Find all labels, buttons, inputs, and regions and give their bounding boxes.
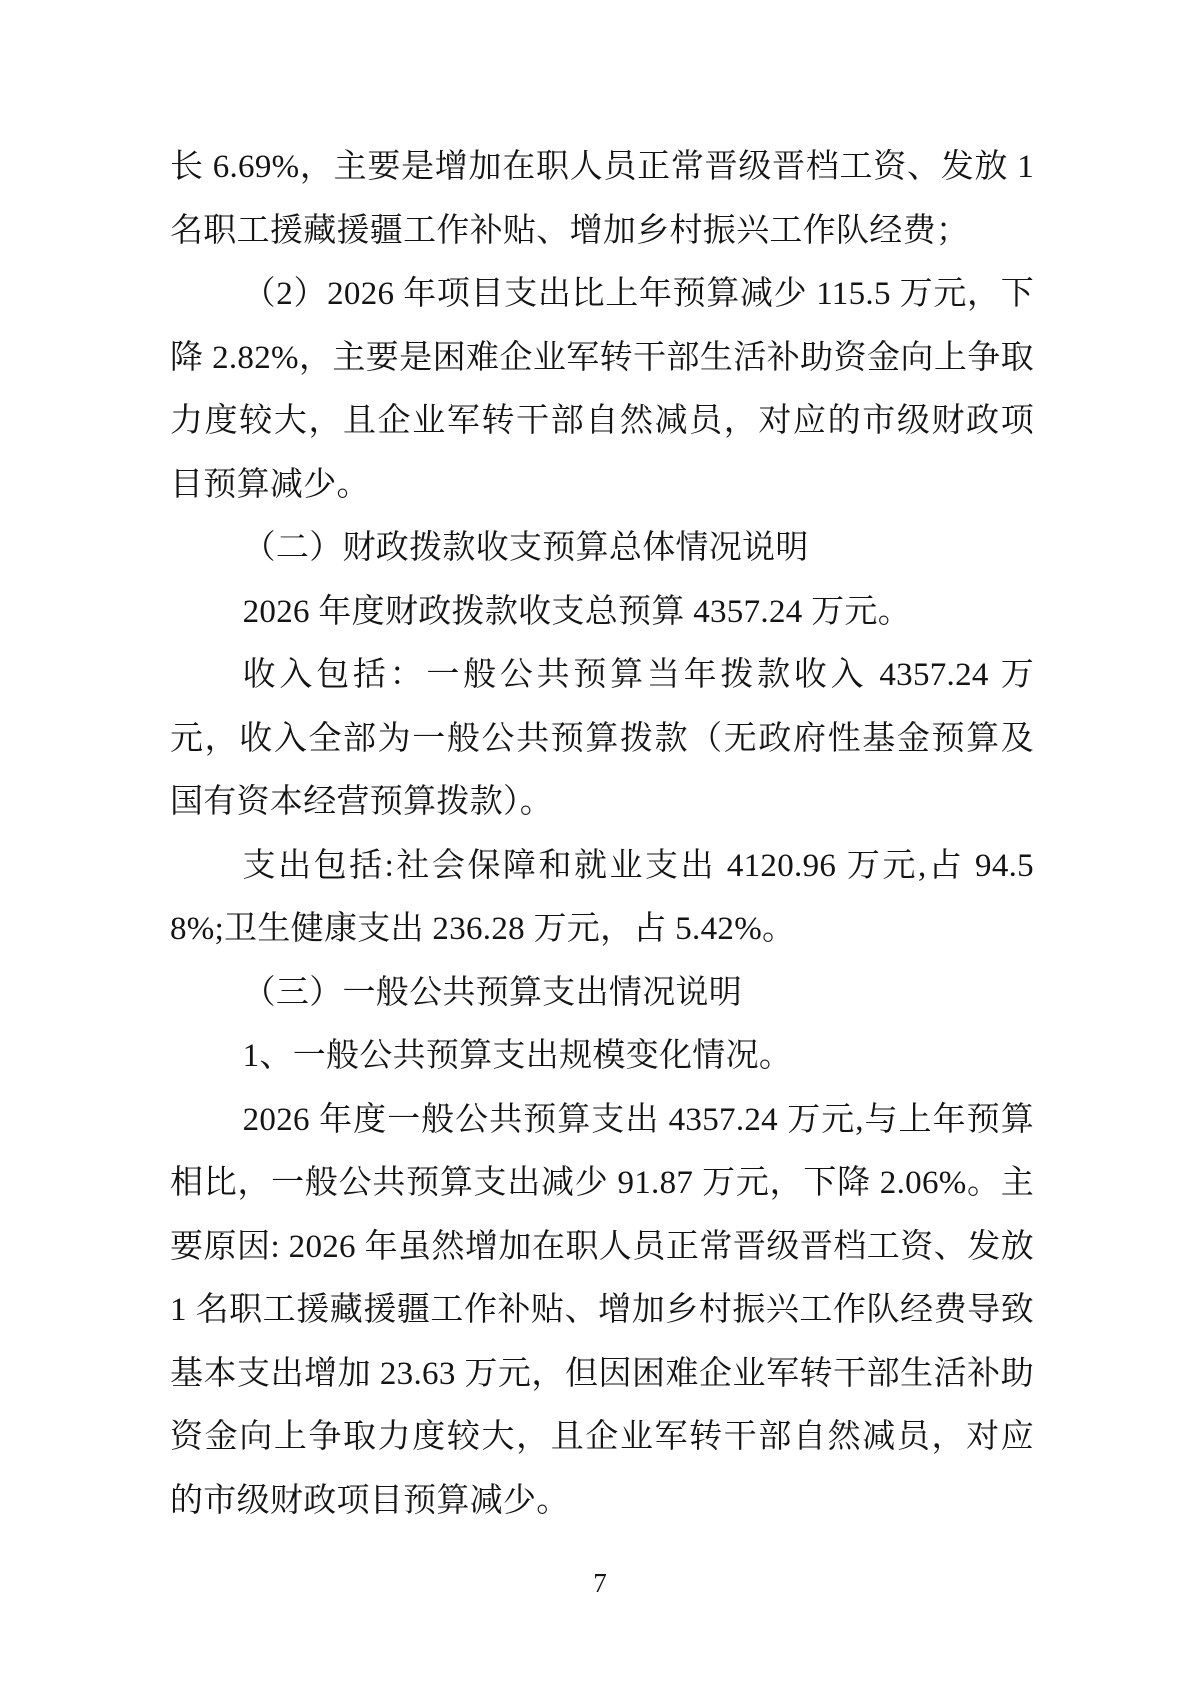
body-paragraph: （2）2026 年项目支出比上年预算减少 115.5 万元，下降 2.82%，主要是困难企业军转干部生活补助资金向上争取力度较大，且企业军转干部自然减员，对应的市级财政项目预算减少。 — [170, 276, 1034, 503]
body-paragraph: 2026 年度财政拨款收支总预算 4357.24 万元。 — [242, 593, 911, 630]
body-paragraph: 长 6.69%，主要是增加在职人员正常晋级晋档工资、发放 1 名职工援藏援疆工作补贴、增加乡村振兴工作队经费； — [170, 149, 1034, 249]
section-heading: （二）财政拨款收支预算总体情况说明 — [242, 530, 809, 566]
body-paragraph: 2026 年度一般公共预算支出 4357.24 万元,与上年预算相比，一般公共预算支出减少 91.87 万元，下降 2.06%。主要原因: 2026 年虽然增加在职人员正常晋级晋档工资、发放 1 名职工援藏援疆工作补贴、增加乡村振兴工作队经费导致基本支出增加 23.63 万元，但因困难企业军转干部生活补助资金向上争取力度较大，且企业军转干部自然减员，对应的市级财政项目预算减少。 — [170, 1101, 1034, 1519]
body-paragraph: 1、一般公共预算支出规模变化情况。 — [242, 1038, 793, 1074]
document-body — [170, 136, 1034, 1533]
body-paragraph: 收入包括：一般公共预算当年拨款收入 4357.24 万元，收入全部为一般公共预算拨款（无政府性基金预算及国有资本经营预算拨款）。 — [170, 657, 1034, 820]
body-paragraph: 支出包括:社会保障和就业支出 4120.96 万元,占 94.58%;卫生健康支出 236.28 万元，占 5.42%。 — [170, 847, 1034, 947]
page-number: 7 — [593, 1568, 607, 1598]
section-heading: （三）一般公共预算支出情况说明 — [242, 974, 743, 1011]
